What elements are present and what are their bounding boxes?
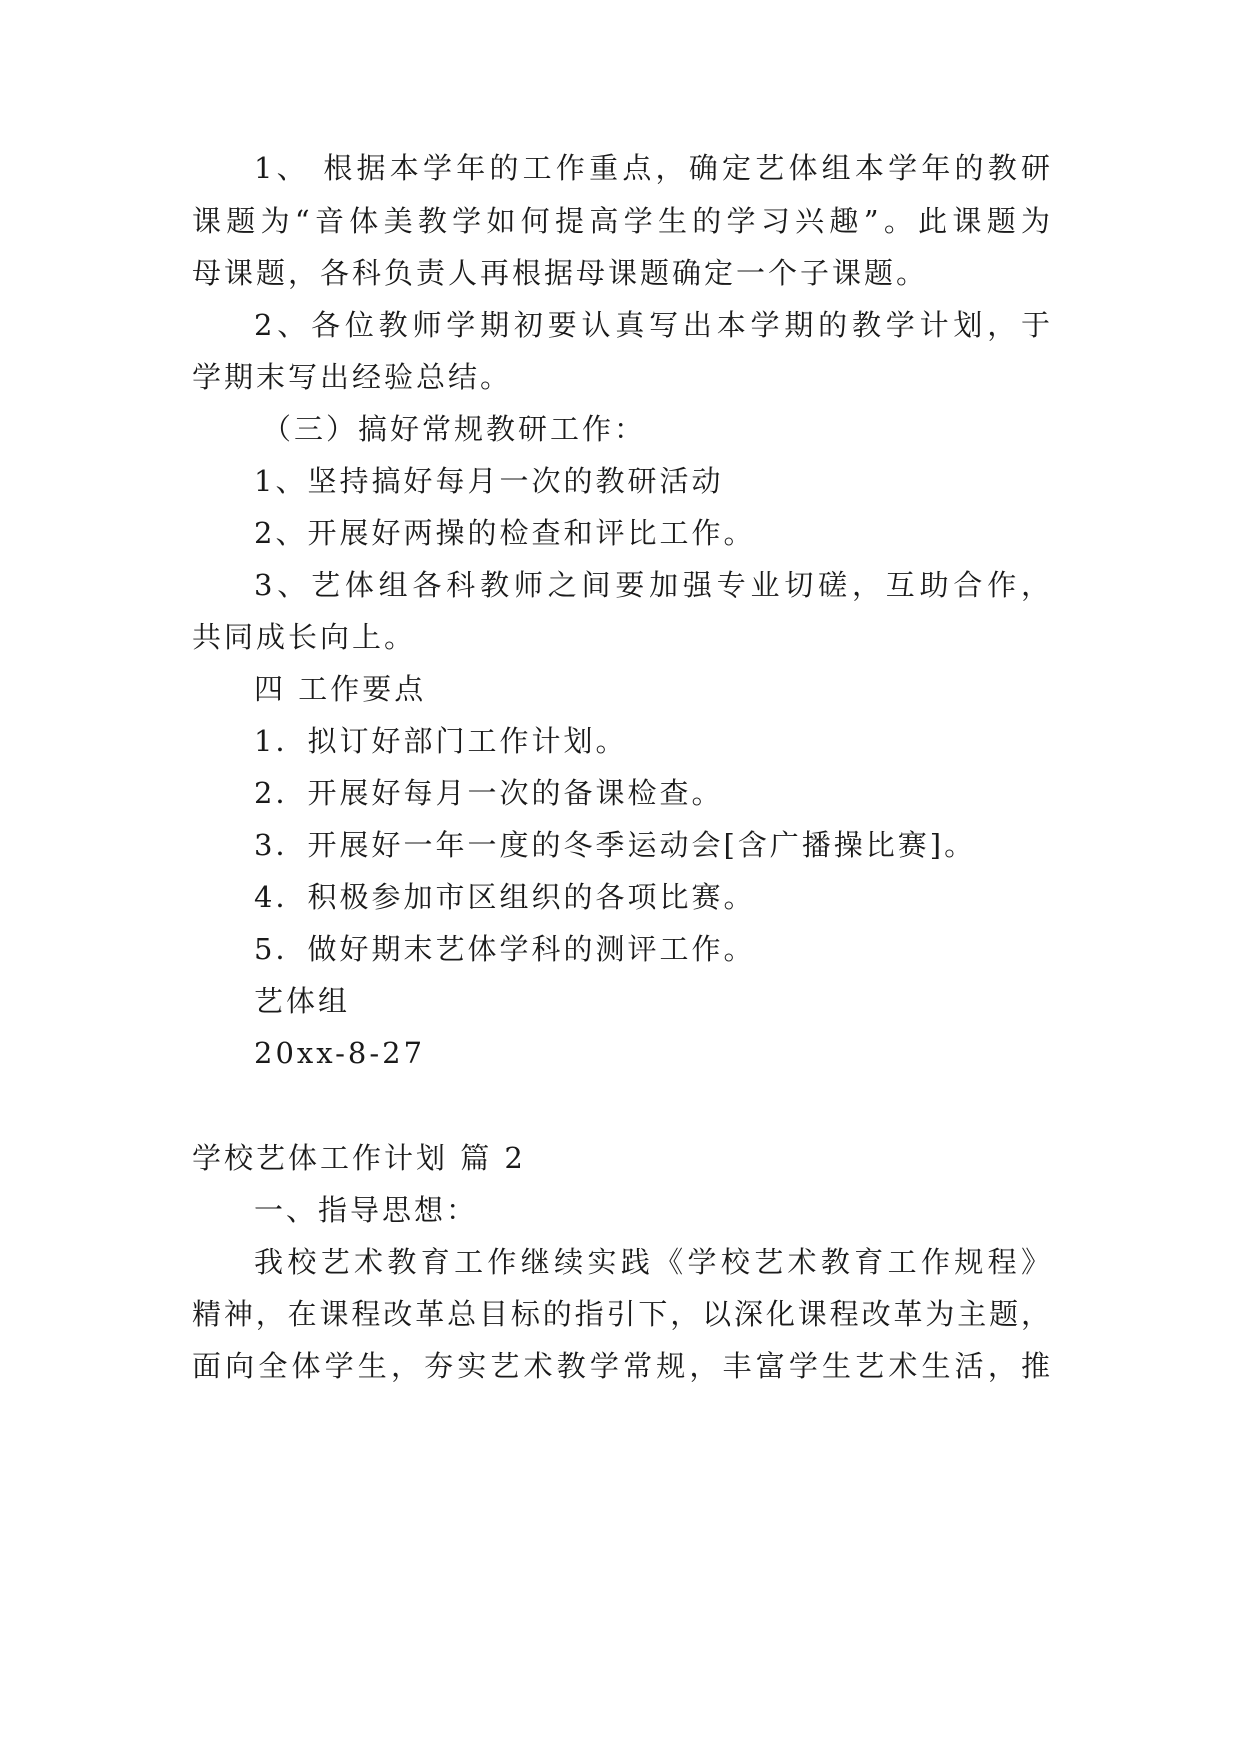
list-item: 1．拟订好部门工作计划。 bbox=[254, 724, 628, 758]
paragraph-line: 课题为“音体美教学如何提高学生的学习兴趣”。此课题为 bbox=[192, 204, 1052, 238]
paragraph-line: 面向全体学生，夯实艺术教学常规，丰富学生艺术生活，推 bbox=[192, 1349, 1052, 1383]
list-item: 4．积极参加市区组织的各项比赛。 bbox=[254, 880, 756, 914]
list-item: 1、坚持搞好每月一次的教研活动 bbox=[254, 464, 724, 498]
paragraph-line: 2、各位教师学期初要认真写出本学期的教学计划，于 bbox=[254, 308, 1052, 342]
signature-group: 艺体组 bbox=[254, 984, 351, 1018]
section-heading: （三）搞好常规教研工作： bbox=[262, 412, 647, 446]
paragraph-line: 学期末写出经验总结。 bbox=[192, 360, 513, 394]
signature-date: 20xx-8-27 bbox=[254, 1036, 426, 1070]
list-item: 2、开展好两操的检查和评比工作。 bbox=[254, 516, 756, 550]
document-title: 学校艺体工作计划 篇 2 bbox=[192, 1141, 526, 1175]
paragraph-line: 我校艺术教育工作继续实践《学校艺术教育工作规程》 bbox=[254, 1245, 1052, 1279]
paragraph-line: 1、 根据本学年的工作重点，确定艺体组本学年的教研 bbox=[254, 151, 1052, 185]
paragraph-line: 共同成长向上。 bbox=[192, 620, 417, 654]
section-heading: 四 工作要点 bbox=[254, 672, 427, 706]
list-item: 3．开展好一年一度的冬季运动会[含广播操比赛]。 bbox=[254, 828, 977, 862]
list-item: 3、艺体组各科教师之间要加强专业切磋，互助合作， bbox=[254, 568, 1052, 602]
paragraph-line: 精神，在课程改革总目标的指引下，以深化课程改革为主题， bbox=[192, 1297, 1052, 1331]
section-heading: 一、指导思想： bbox=[254, 1193, 479, 1227]
list-item: 2．开展好每月一次的备课检查。 bbox=[254, 776, 724, 810]
paragraph-line: 母课题，各科负责人再根据母课题确定一个子课题。 bbox=[192, 256, 929, 290]
list-item: 5．做好期末艺体学科的测评工作。 bbox=[254, 932, 756, 966]
